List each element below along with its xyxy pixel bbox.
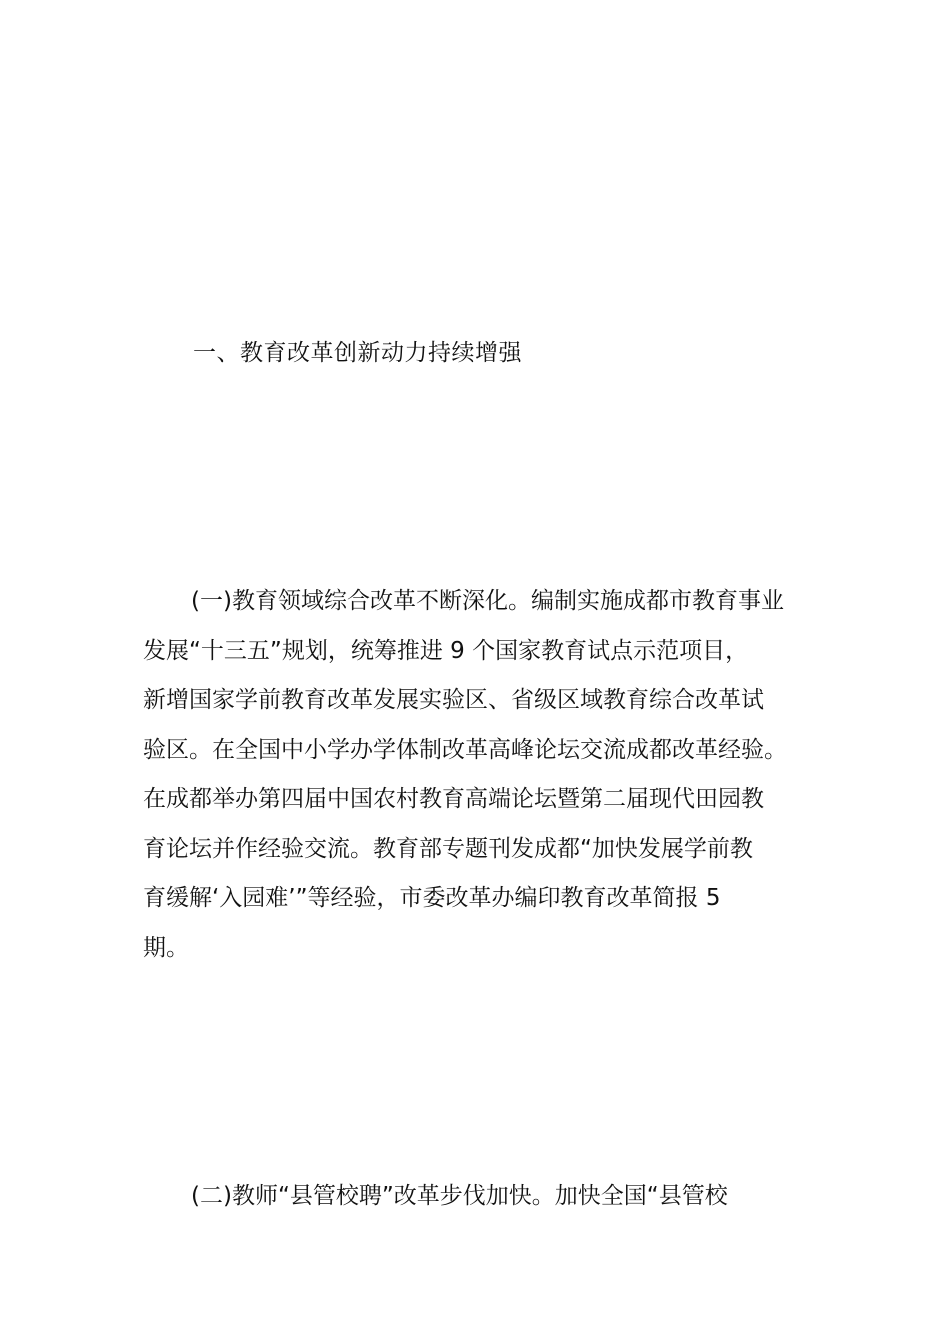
paragraph-line: 育论坛并作经验交流。教育部专题刊发成都“加快发展学前教 — [143, 835, 753, 862]
paragraph-line: 验区。在全国中小学办学体制改革高峰论坛交流成都改革经验。 — [143, 736, 787, 763]
paragraph-education-reform — [143, 577, 833, 973]
section-heading: 一、教育改革创新动力持续增强 — [193, 340, 522, 366]
paragraph-line: 期。 — [143, 934, 189, 961]
paragraph-line: 在成都举办第四届中国农村教育高端论坛暨第二届现代田园教 — [143, 786, 764, 812]
paragraph-line: (一)教育领域综合改革不断深化。编制实施成都市教育事业 — [191, 588, 784, 614]
paragraph-line: (二)教师“县管校聘”改革步伐加快。加快全国“县管校 — [191, 1183, 728, 1209]
paragraph-line: 发展“十三五”规划，统筹推进 9 个国家教育试点示范项目， — [143, 637, 749, 664]
paragraph-teacher-reform — [143, 1172, 833, 1222]
paragraph-line: 新增国家学前教育改革发展实验区、省级区域教育综合改革试 — [143, 687, 764, 713]
paragraph-line: 育缓解‘入园难’”等经验，市委改革办编印教育改革简报 5 — [143, 885, 721, 911]
